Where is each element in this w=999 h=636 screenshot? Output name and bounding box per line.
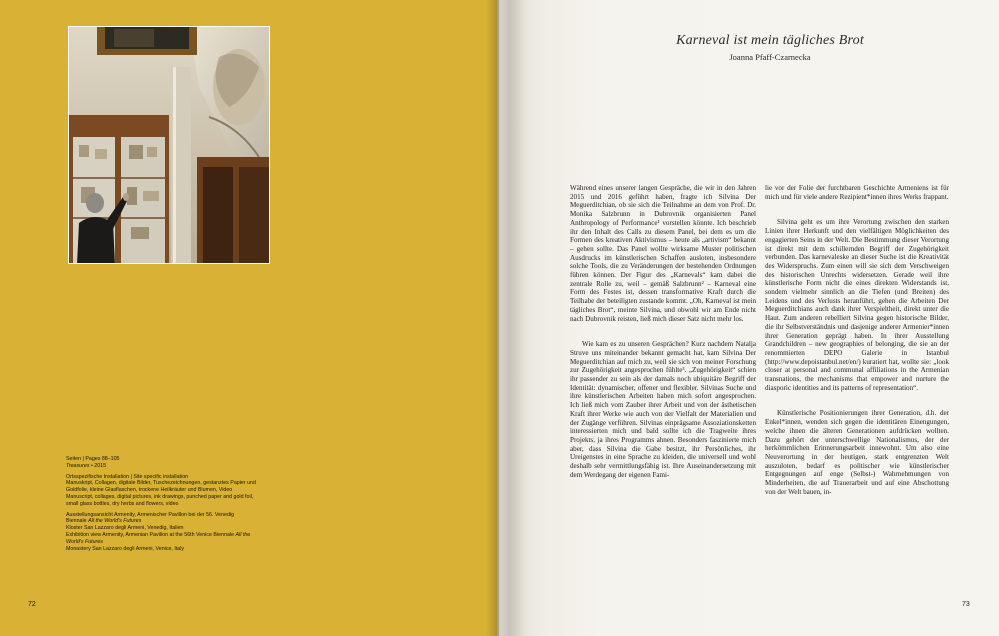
caption-desc-type: Ortsspezifische Installation | Site specific installation: [66, 473, 189, 480]
caption-work: [66, 463, 256, 470]
caption-work-year: • 2015: [90, 462, 107, 469]
text-column-2: [765, 184, 949, 497]
left-page: [0, 0, 497, 636]
paragraph: lie vor der Folie der furchtbaren Geschichte Armeniens ist für mich und für viele andere Rezipient*innen ihres Werks frappant.: [765, 184, 949, 201]
article-author: Joanna Pfaff-Czarnecka: [729, 52, 811, 62]
caption-exhibit-de-text: Ausstellungsansicht Armenity, Armenischer Pavillon bei der 56. Venedig Biennale: [66, 511, 235, 525]
paragraph: Wie kam es zu unseren Gesprächen? Kurz nachdem Natalja Struve uns miteinander bekannt gemacht hat, kam Silvina Der Meguerditchian auf mich zu, weil sie sich von meiner Forschung zur Zugehörigkeit angesprochen fühlte³. „Zugehörigkeit“ schien ihr passender zu sein als der damals noch ubiquitäre Begriff der Identität: dynamischer, offener und flexibler. Silvinas Suche und ihre künstlerischen Arbeiten haben mich sofort angesprochen. Ich ließ mich vom Zauber ihrer Arbeit und von der ästhetischen Kraft ihrer Werke wie auch von der Vielfalt der Materialien und der Zugänge verführen. Silvinas einprägsame Assoziationsketten interessierten mich und bald sollte ich die Tragweite ihres Projekts, ja ihres Programms ahnen. Besonders faszinierte mich aber, dass Silvina die Gabe besitzt, ihr Persönliches, ihr Ureigenstes in eine Sprache zu kleiden, die universell und wohl deshalb sehr vermittlungsfähig ist. Ihre Auseinandersetzung mit dem Werdegang der eigenen Fami-: [570, 340, 756, 479]
photo-caption: [66, 456, 256, 552]
article-title: Karneval ist mein tägliches Brot: [676, 33, 864, 48]
caption-desc-en: Manuscript, collages, digital pictures, ink drawings, punched paper and gold foil, small glass bottles, dry herbs and flowers, video: [66, 493, 254, 507]
installation-photo: [68, 26, 270, 264]
caption-work-title: Treasures: [66, 462, 90, 469]
caption-pages: Seiten | Pages 88–105: [66, 456, 120, 462]
text-column-1: [570, 184, 756, 480]
caption-exhibit-en-text: Exhibition view Armenity, Armenian Pavilion at the 56th Venice Biennale: [66, 531, 235, 538]
installation-photo-illustration: [69, 27, 270, 264]
caption-exhibit-en-place: Monastery San Lazzaro degli Armeni, Venice, Italy: [66, 545, 185, 552]
caption-desc-de: Manuskript, Collagen, digitale Bilder, Tuschezeichnungen, gestanztes Papier und Goldfolie, kleine Glasflaschen, trockene Heilkräuter und Blumen, Video: [66, 480, 256, 494]
page-number-right: 73: [962, 601, 970, 608]
caption-exhibit-de-place: Kloster San Lazzaro degli Armeni, Venedig, Italien: [66, 525, 184, 532]
caption-exhibit-en: [66, 532, 256, 546]
paragraph: Während eines unserer langen Gespräche, die wir in den Jahren 2015 und 2016 geführt haben, fragte ich Silvina Der Meguerditchian, ob sie sich die Teilnahme an dem von Prof. Dr. Monika Salzbrunn in Dubrovnik organisierten Panel Anthropology of Performance¹ vorstellen könnte. Ich beschrieb ihr den Inhalt des Calls zu diesem Panel, bei dem es um die Formen des kreativen Aktivismus – heute als „artivism“ bekannt – gehen sollte. Das Panel wollte wirksame Muster politischen Ausdrucks im künstlerischen Schaffen ausloten, insbesondere solche Tools, die zu Veränderungen der bestehenden Ordnungen führen können. Der Figur des „Karnevals“ kam dabei die zentrale Rolle zu, weil – gemäß Salzbrunn² – Karneval eine Form des Festes ist, dessen transformative Kraft durch die Teilhabe der beteiligten zustande kommt. „Oh, Karneval ist mein tägliches Brot“, meinte Silvina, und obwohl wir am Ende nicht nach Dubrovnik reisten, ließ mich dieser Satz nicht mehr los.: [570, 184, 756, 323]
paragraph: Künstlerische Positionierungen ihrer Generation, d.h. der Enkel*innen, wenden sich gegen die identitären Einengungen, welche ihnen die älteren Generationen aufdrücken wollten. Dazu gehört der unterschwellige Nationalismus, der der herkömmlichen Erinnerungsarbeit innewohnt. Um also eine Neuverortung in der heutigen, stark entgrenzten Welt auszuloten, bedarf es politischer wie künstlerischer Entgegnungen auf enge (Selbst-) Wahrnehmungen von Minderheiten, die auf Trauerarbeit und auf eine Abschottung von der Welt bauen, in-: [765, 409, 949, 496]
page-number-left: 72: [28, 601, 36, 608]
caption-exhibit-de: [66, 512, 256, 526]
caption-exhibit-de-title: All the World's Futures: [88, 518, 142, 525]
paragraph: Silvina geht es um ihre Verortung zwischen den starken Linien ihrer Herkunft und den vielfältigen Möglichkeiten des engagierten Seins in der Welt. Die Bestimmung dieser Verortung ist direkt mit dem schillernden Begriff der Zugehörigkeit verbunden. Das karnevaleske an dieser Suche ist die Kreativität des Widerspruchs. Zum einen will sie sich dem Verschweigen des historischen Unrechts widersetzen. Gerade weil ihre künstlerische Form nicht die eines direkten Widerstands ist, sondern vielmehr sinnlich an die Tiefen (und Breiten) des Leidens und des Verlusts heranführt, gehen die Arbeiten Der Meguerditchians auch dank ihrer Verspieltheit, direkt unter die Haut. Zum anderen rebelliert Silvina gegen historische Bilder, die ihr Selbstverständnis und dasjenige anderer Armenier*innen ihrer Generation geprägt haben. In ihrer Ausstellung Grandchildren – new geographies of belonging, die sie an der renommierten DEPO Galerie in Istanbul (http://www.depoistanbul.net/en/) kuratiert hat, wollte sie: „look closer at personal and communal affiliations in the Armenian transnations, the mechanisms that empower and nurture the diasporic identities and its patterns of representation“.: [765, 218, 949, 392]
caption-exhibit-en-title: All the World's Futures: [66, 531, 251, 545]
